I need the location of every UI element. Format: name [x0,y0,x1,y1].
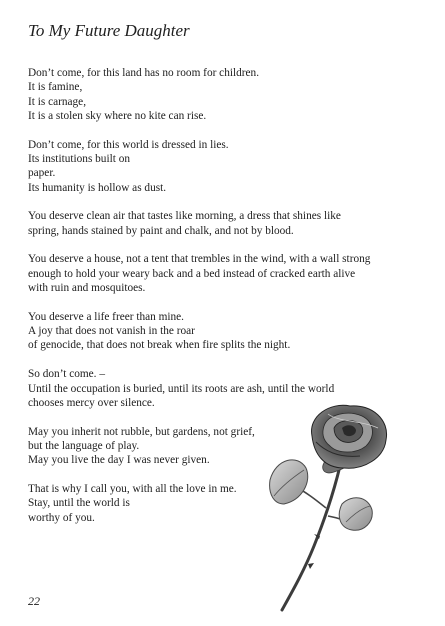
poem-line: worthy of you. [28,511,95,524]
stanza [28,209,388,238]
poem-line: It is famine, [28,81,83,94]
poem-line: with ruin and mosquitoes. [28,282,146,295]
poem-line: enough to hold your weary back and a bed instead of cracked earth alive [28,267,356,280]
poem-line: Its humanity is hollow as dust. [28,181,167,194]
poem-line: May you live the day I was never given. [28,454,210,467]
poem-line: Until the occupation is buried, until its roots are ash, until the world [28,382,335,395]
stanza [28,310,388,353]
poem-line: paper. [28,167,56,180]
poem-line: spring, hands stained by paint and chalk, and not by blood. [28,224,294,237]
stanza [28,252,388,295]
page-number: 22 [28,594,40,608]
poem-line: A joy that does not vanish in the roar [28,325,195,338]
poem-line: It is a stolen sky where no kite can rise. [28,109,207,122]
rose-icon [268,396,418,614]
stanza [28,66,388,123]
poem-line: but the language of play. [28,439,140,452]
poem-line: Its institutions built on [28,152,130,165]
poem-title: To My Future Daughter [28,21,190,40]
poem-line: You deserve clean air that tastes like morning, a dress that shines like [28,210,341,223]
poem-line: Don’t come, for this land has no room for children. [28,67,260,79]
poem-line: of genocide, that does not break when fire splits the night. [28,339,291,352]
poem-line: So don’t come. – [28,368,105,381]
poem-line: You deserve a life freer than mine. [28,310,185,323]
stanza [28,138,388,195]
poem-line: chooses mercy over silence. [28,396,155,409]
poem-line: May you inherit not rubble, but gardens, not grief, [28,425,255,438]
poem-line: Stay, until the world is [28,497,130,510]
poem-line: Don’t come, for this world is dressed in lies. [28,138,229,151]
poem-line: That is why I call you, with all the love in me. [28,483,237,496]
poem-line: You deserve a house, not a tent that trembles in the wind, with a wall strong [28,253,371,266]
poem-line: It is carnage, [28,95,87,108]
